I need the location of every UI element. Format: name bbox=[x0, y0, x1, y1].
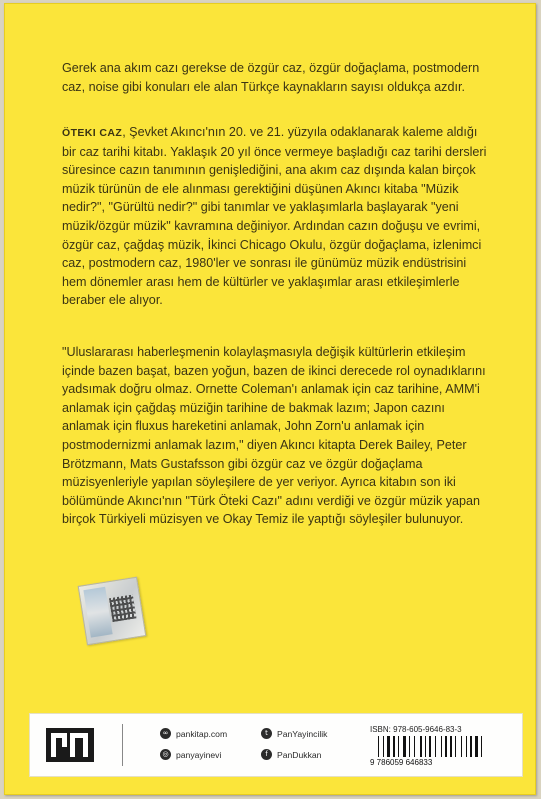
twitter-icon: t bbox=[261, 728, 272, 739]
barcode-bar bbox=[445, 736, 447, 757]
barcode-bar bbox=[420, 736, 422, 757]
twitter-link[interactable]: t PanYayincilik bbox=[261, 728, 327, 739]
barcode-bar bbox=[403, 736, 406, 757]
isbn-label: ISBN: 978-605-9646-83-3 bbox=[370, 725, 462, 734]
barcode-bar bbox=[441, 736, 442, 757]
barcode-bar bbox=[435, 736, 436, 757]
barcode-bar bbox=[387, 736, 390, 757]
barcode-bar bbox=[461, 736, 462, 757]
blurb-description-text: , Şevket Akıncı'nın 20. ve 21. yüzyıla odaklanarak kaleme aldığı bir caz tarihi kitabı. Yaklaşık 20 yıl önce vermeye başladığı caz tarihi dersleri süresince cazın tanımının genişlediğini, ana akım caz dışında kalan birçok müzik türünün de ele alınması gerektiğini düşünen Akıncı kitaba "Müzik nedir?", "Gürültü nedir?" gibi tanımlar ve yaklaşımlarla başlayarak "yeni müzik/özgür müzik" kavramına değiniyor. Ardından cazın doğuşu ve evrimi, özgür caz, çağdaş müzik, İkinci Chicago Okulu, özgür doğaçlama, izlenimci caz, postmodern caz, 1980'ler ve sonrası ile günümüz müzik endüstrisini hem dönemler arası hem de kültürler ve yaklaşımlar arası etkileşimlerle beraber ele alıyor. bbox=[62, 125, 487, 308]
barcode-bar bbox=[475, 736, 478, 757]
barcode-bar bbox=[383, 736, 384, 757]
barcode-bar bbox=[429, 736, 431, 757]
security-hologram-sticker bbox=[78, 577, 147, 646]
hologram-strip bbox=[83, 587, 112, 638]
barcode-bar bbox=[425, 736, 426, 757]
facebook-icon: f bbox=[261, 749, 272, 760]
barcode-bar bbox=[481, 736, 482, 757]
barcode-bars bbox=[378, 736, 482, 757]
barcode-bar bbox=[393, 736, 395, 757]
barcode-bar bbox=[450, 736, 452, 757]
book-back-cover bbox=[4, 3, 536, 795]
facebook-link[interactable]: f PanDukkan bbox=[261, 749, 321, 760]
publisher-footer bbox=[29, 713, 523, 777]
barcode bbox=[370, 736, 510, 766]
barcode-bar bbox=[466, 736, 467, 757]
barcode-bar bbox=[414, 736, 415, 757]
blurb-quote: "Uluslararası haberleşmenin kolaylaşmasıyla değişik kültürlerin etkileşim içinde bazen başat, bazen yoğun, bazen de ikinci derecede rol oynadıklarını yadsımak doğru olmaz. Ornette Coleman'ı anlamak için caz tarihine, AMM'i anlamak için çağdaş müziğin tarihine de bakmak lazım; Japon cazını anlamak için fluxus hareketini anlamak, John Zorn'u anlamak için postmodernizmi anlamak lazım," diyen Akıncı kitapta Derek Bailey, Peter Brötzmann, Mats Gustafsson gibi özgür caz ve özgür doğaçlama müzisyenleriyle yapılan söyleşilere de yer veriyor. Ayrıca kitabın son iki bölümünde Akıncı'nın "Türk Öteki Cazı" adını verdiği ve özgür müzik yapan birçok Türkiyeli müzisyen ve Okay Temiz ile yaptığı söyleşiler bulunuyor. bbox=[62, 345, 486, 527]
barcode-digits: 9 786059 646833 bbox=[370, 758, 433, 766]
divider bbox=[122, 724, 123, 766]
barcode-bar bbox=[455, 736, 456, 757]
instagram-icon: ◎ bbox=[160, 749, 171, 760]
book-title-lead: ÖTEKI CAZ bbox=[62, 127, 123, 139]
link-icon: ∞ bbox=[160, 728, 171, 739]
qr-code-icon bbox=[109, 595, 136, 622]
blurb-intro: Gerek ana akım cazı gerekse de özgür caz, özgür doğaçlama, postmodern caz, noise gibi konuları ele alan Türkçe kaynakların sayısı oldukça azdır. bbox=[62, 61, 480, 94]
blurb-description bbox=[62, 123, 492, 310]
instagram-link[interactable]: ◎ panyayinevi bbox=[160, 749, 221, 760]
publisher-logo bbox=[46, 728, 94, 762]
barcode-bar bbox=[398, 736, 399, 757]
barcode-bar bbox=[378, 736, 379, 757]
barcode-bar bbox=[409, 736, 410, 757]
barcode-bar bbox=[470, 736, 472, 757]
website-link[interactable]: ∞ pankitap.com bbox=[160, 728, 227, 739]
